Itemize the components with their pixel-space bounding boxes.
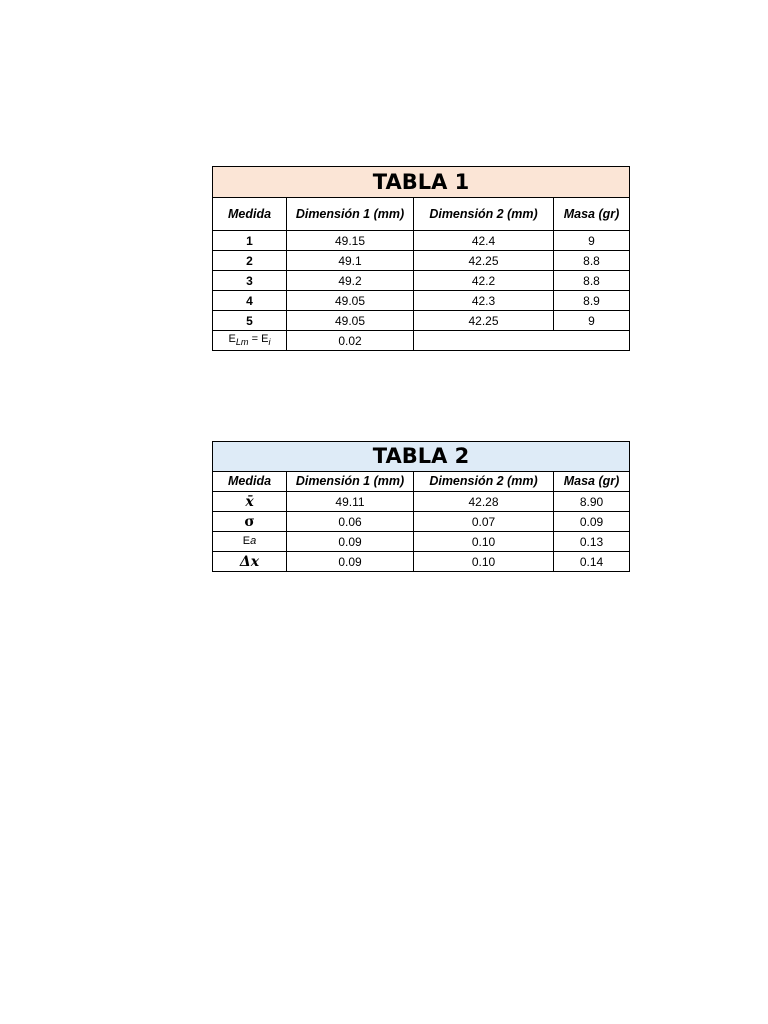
table-cell: 42.3 xyxy=(414,291,554,311)
table-row xyxy=(213,311,630,331)
absolute-error-label xyxy=(213,532,287,552)
table-cell: 0.13 xyxy=(554,532,630,552)
table-1 xyxy=(212,166,630,351)
error-label xyxy=(213,331,287,351)
table-row xyxy=(213,291,630,311)
table-2-header-dim1: Dimensión 1 (mm) xyxy=(287,472,414,492)
table-2-header-masa: Masa (gr) xyxy=(554,472,630,492)
table-cell: 0.07 xyxy=(414,512,554,532)
table-2-title: TABLA 2 xyxy=(213,442,630,472)
table-cell: 0.09 xyxy=(554,512,630,532)
table-cell: 0.14 xyxy=(554,552,630,572)
table-cell: 49.1 xyxy=(287,251,414,271)
table-cell: 8.8 xyxy=(554,271,630,291)
table-cell: 2 xyxy=(213,251,287,271)
table-cell: 0.09 xyxy=(287,532,414,552)
table-row xyxy=(213,271,630,291)
table-row xyxy=(213,532,630,552)
table-cell: 0.06 xyxy=(287,512,414,532)
table-cell: 49.11 xyxy=(287,492,414,512)
table-cell: 42.4 xyxy=(414,231,554,251)
table-cell: 42.28 xyxy=(414,492,554,512)
table-cell: 49.05 xyxy=(287,291,414,311)
table-row xyxy=(213,512,630,532)
table-1-title: TABLA 1 xyxy=(213,167,630,198)
table-2 xyxy=(212,441,630,572)
table-cell: 4 xyxy=(213,291,287,311)
table-row xyxy=(213,231,630,251)
table-1-header-dim1: Dimensión 1 (mm) xyxy=(287,198,414,231)
table-cell: 9 xyxy=(554,231,630,251)
table-row xyxy=(213,251,630,271)
error-label-eq: = E xyxy=(248,332,269,345)
delta-x-symbol: Δx xyxy=(213,552,287,572)
absolute-error-main: E xyxy=(242,535,251,547)
table-cell: 49.2 xyxy=(287,271,414,291)
table-1-header-medida: Medida xyxy=(213,198,287,231)
table-cell: 3 xyxy=(213,271,287,291)
error-value: 0.02 xyxy=(287,331,414,351)
table-cell: 49.05 xyxy=(287,311,414,331)
table-cell: 8.8 xyxy=(554,251,630,271)
empty-cell xyxy=(414,331,630,351)
table-cell: 8.9 xyxy=(554,291,630,311)
table-row xyxy=(213,492,630,512)
table-row xyxy=(213,552,630,572)
table-2-header-medida: Medida xyxy=(213,472,287,492)
error-label-sub2: i xyxy=(268,337,271,347)
table-2-header-dim2: Dimensión 2 (mm) xyxy=(414,472,554,492)
table-cell: 9 xyxy=(554,311,630,331)
table-1-header-masa: Masa (gr) xyxy=(554,198,630,231)
table-cell: 8.90 xyxy=(554,492,630,512)
table-cell: 49.15 xyxy=(287,231,414,251)
sigma-symbol: σ xyxy=(213,512,287,532)
table-cell: 1 xyxy=(213,231,287,251)
table-cell: 42.25 xyxy=(414,251,554,271)
table-cell: 42.25 xyxy=(414,311,554,331)
error-row xyxy=(213,331,630,351)
table-cell: 42.2 xyxy=(414,271,554,291)
error-label-sub: Lm xyxy=(235,337,249,347)
table-cell: 0.09 xyxy=(287,552,414,572)
table-cell: 0.10 xyxy=(414,552,554,572)
table-1-header-dim2: Dimensión 2 (mm) xyxy=(414,198,554,231)
table-cell: 5 xyxy=(213,311,287,331)
absolute-error-sub: a xyxy=(250,535,257,547)
table-cell: 0.10 xyxy=(414,532,554,552)
mean-symbol: x̄ xyxy=(213,492,287,512)
error-label-main: E xyxy=(228,332,236,345)
